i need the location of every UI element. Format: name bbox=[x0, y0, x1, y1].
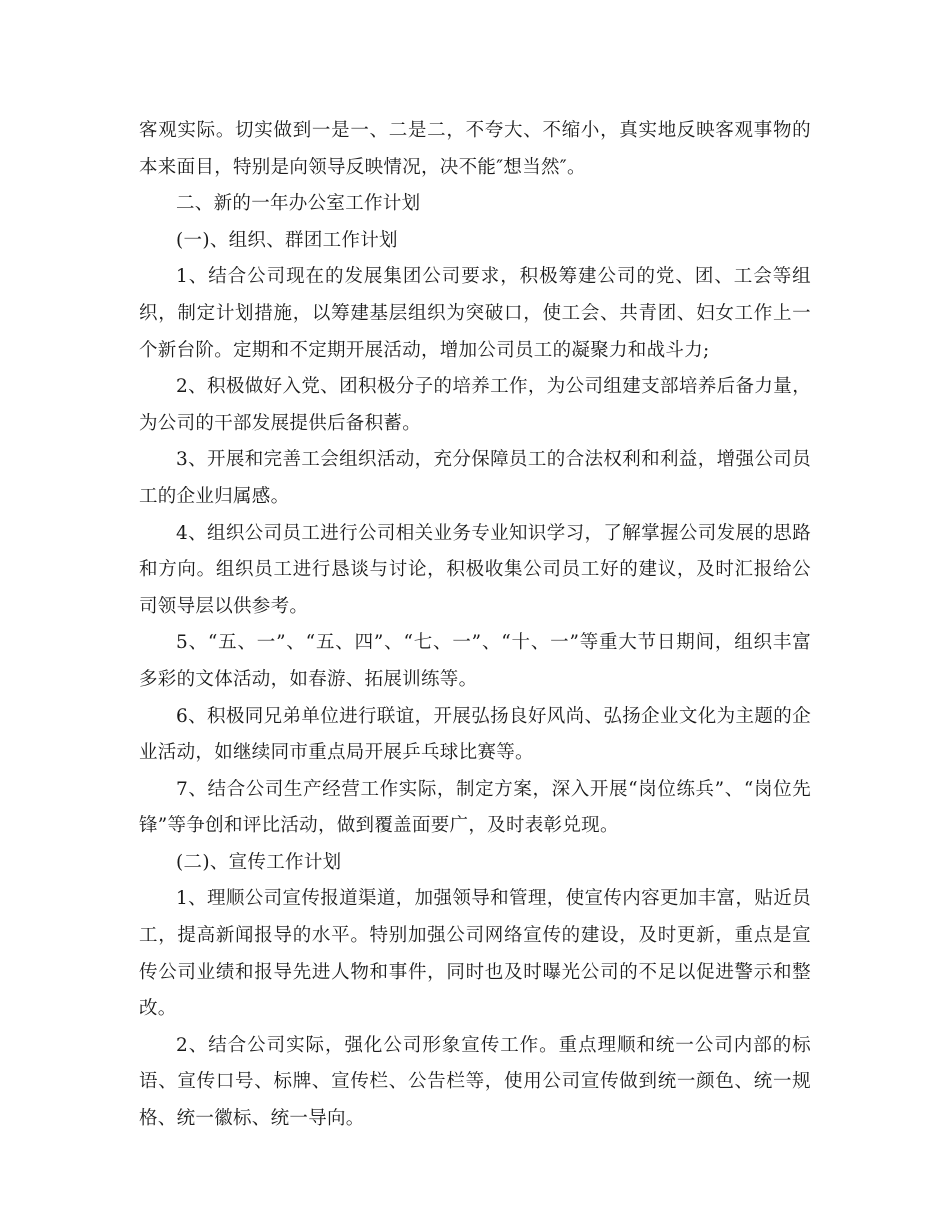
paragraph-publicity-item-2: 2、结合公司实际，强化公司形象宣传工作。重点理顺和统一公司内部的标语、宣传口号、标牌、宣传栏、公告栏等，使用公司宣传做到统一颜色、统一规格、统一徽标、统一导向。 bbox=[139, 1034, 811, 1130]
paragraph-item-2: 2、积极做好入党、团积极分子的培养工作，为公司组建支部培养后备力量，为公司的干部发展提供后备积蓄。 bbox=[139, 376, 811, 434]
paragraph-item-4: 4、组织公司员工进行公司相关业务专业知识学习，了解掌握公司发展的思路和方向。组织员工进行恳谈与讨论，积极收集公司员工好的建议，及时汇报给公司领导层以供参考。 bbox=[139, 522, 811, 617]
document-body bbox=[139, 113, 811, 1138]
subsection-heading-publicity: (二)、宣传工作计划 bbox=[176, 851, 342, 873]
section-heading-work-plan: 二、新的一年办公室工作计划 bbox=[176, 193, 421, 215]
paragraph-item-6: 6、积极同兄弟单位进行联谊，开展弘扬良好风尚、弘扬企业文化为主题的企业活动，如继续同市重点局开展乒乓球比赛等。 bbox=[139, 705, 811, 764]
paragraph-item-7: 7、结合公司生产经营工作实际，制定方案，深入开展“岗位练兵”、“岗位先锋”等争创和评比活动，做到覆盖面要广，及时表彰兑现。 bbox=[139, 778, 811, 837]
paragraph-publicity-item-1: 1、理顺公司宣传报道渠道，加强领导和管理，使宣传内容更加丰富，贴近员工，提高新闻报导的水平。特别加强公司网络宣传的建设，及时更新，重点是宣传公司业绩和报导先进人物和事件，同时也及时曝光公司的不足以促进警示和整改。 bbox=[139, 888, 811, 1020]
paragraph-item-3: 3、开展和完善工会组织活动，充分保障员工的合法权利和利益，增强公司员工的企业归属感。 bbox=[139, 449, 811, 507]
paragraph-item-1: 1、结合公司现在的发展集团公司要求，积极筹建公司的党、团、工会等组织，制定计划措施，以筹建基层组织为突破口，使工会、共青团、妇女工作上一个新台阶。定期和不定期开展活动，增加公司员工的凝聚力和战斗力; bbox=[139, 266, 811, 361]
subsection-heading-organization: (一)、组织、群团工作计划 bbox=[176, 229, 398, 251]
paragraph-item-5: 5、“五、一”、“五、四”、“七、一”、“十、一”等重大节日期间，组织丰富多彩的文体活动，如春游、拓展训练等。 bbox=[139, 632, 811, 690]
paragraph-continuation: 客观实际。切实做到一是一、二是二，不夸大、不缩小，真实地反映客观事物的本来面目，特别是向领导反映情况，决不能″想当然″。 bbox=[139, 120, 811, 178]
